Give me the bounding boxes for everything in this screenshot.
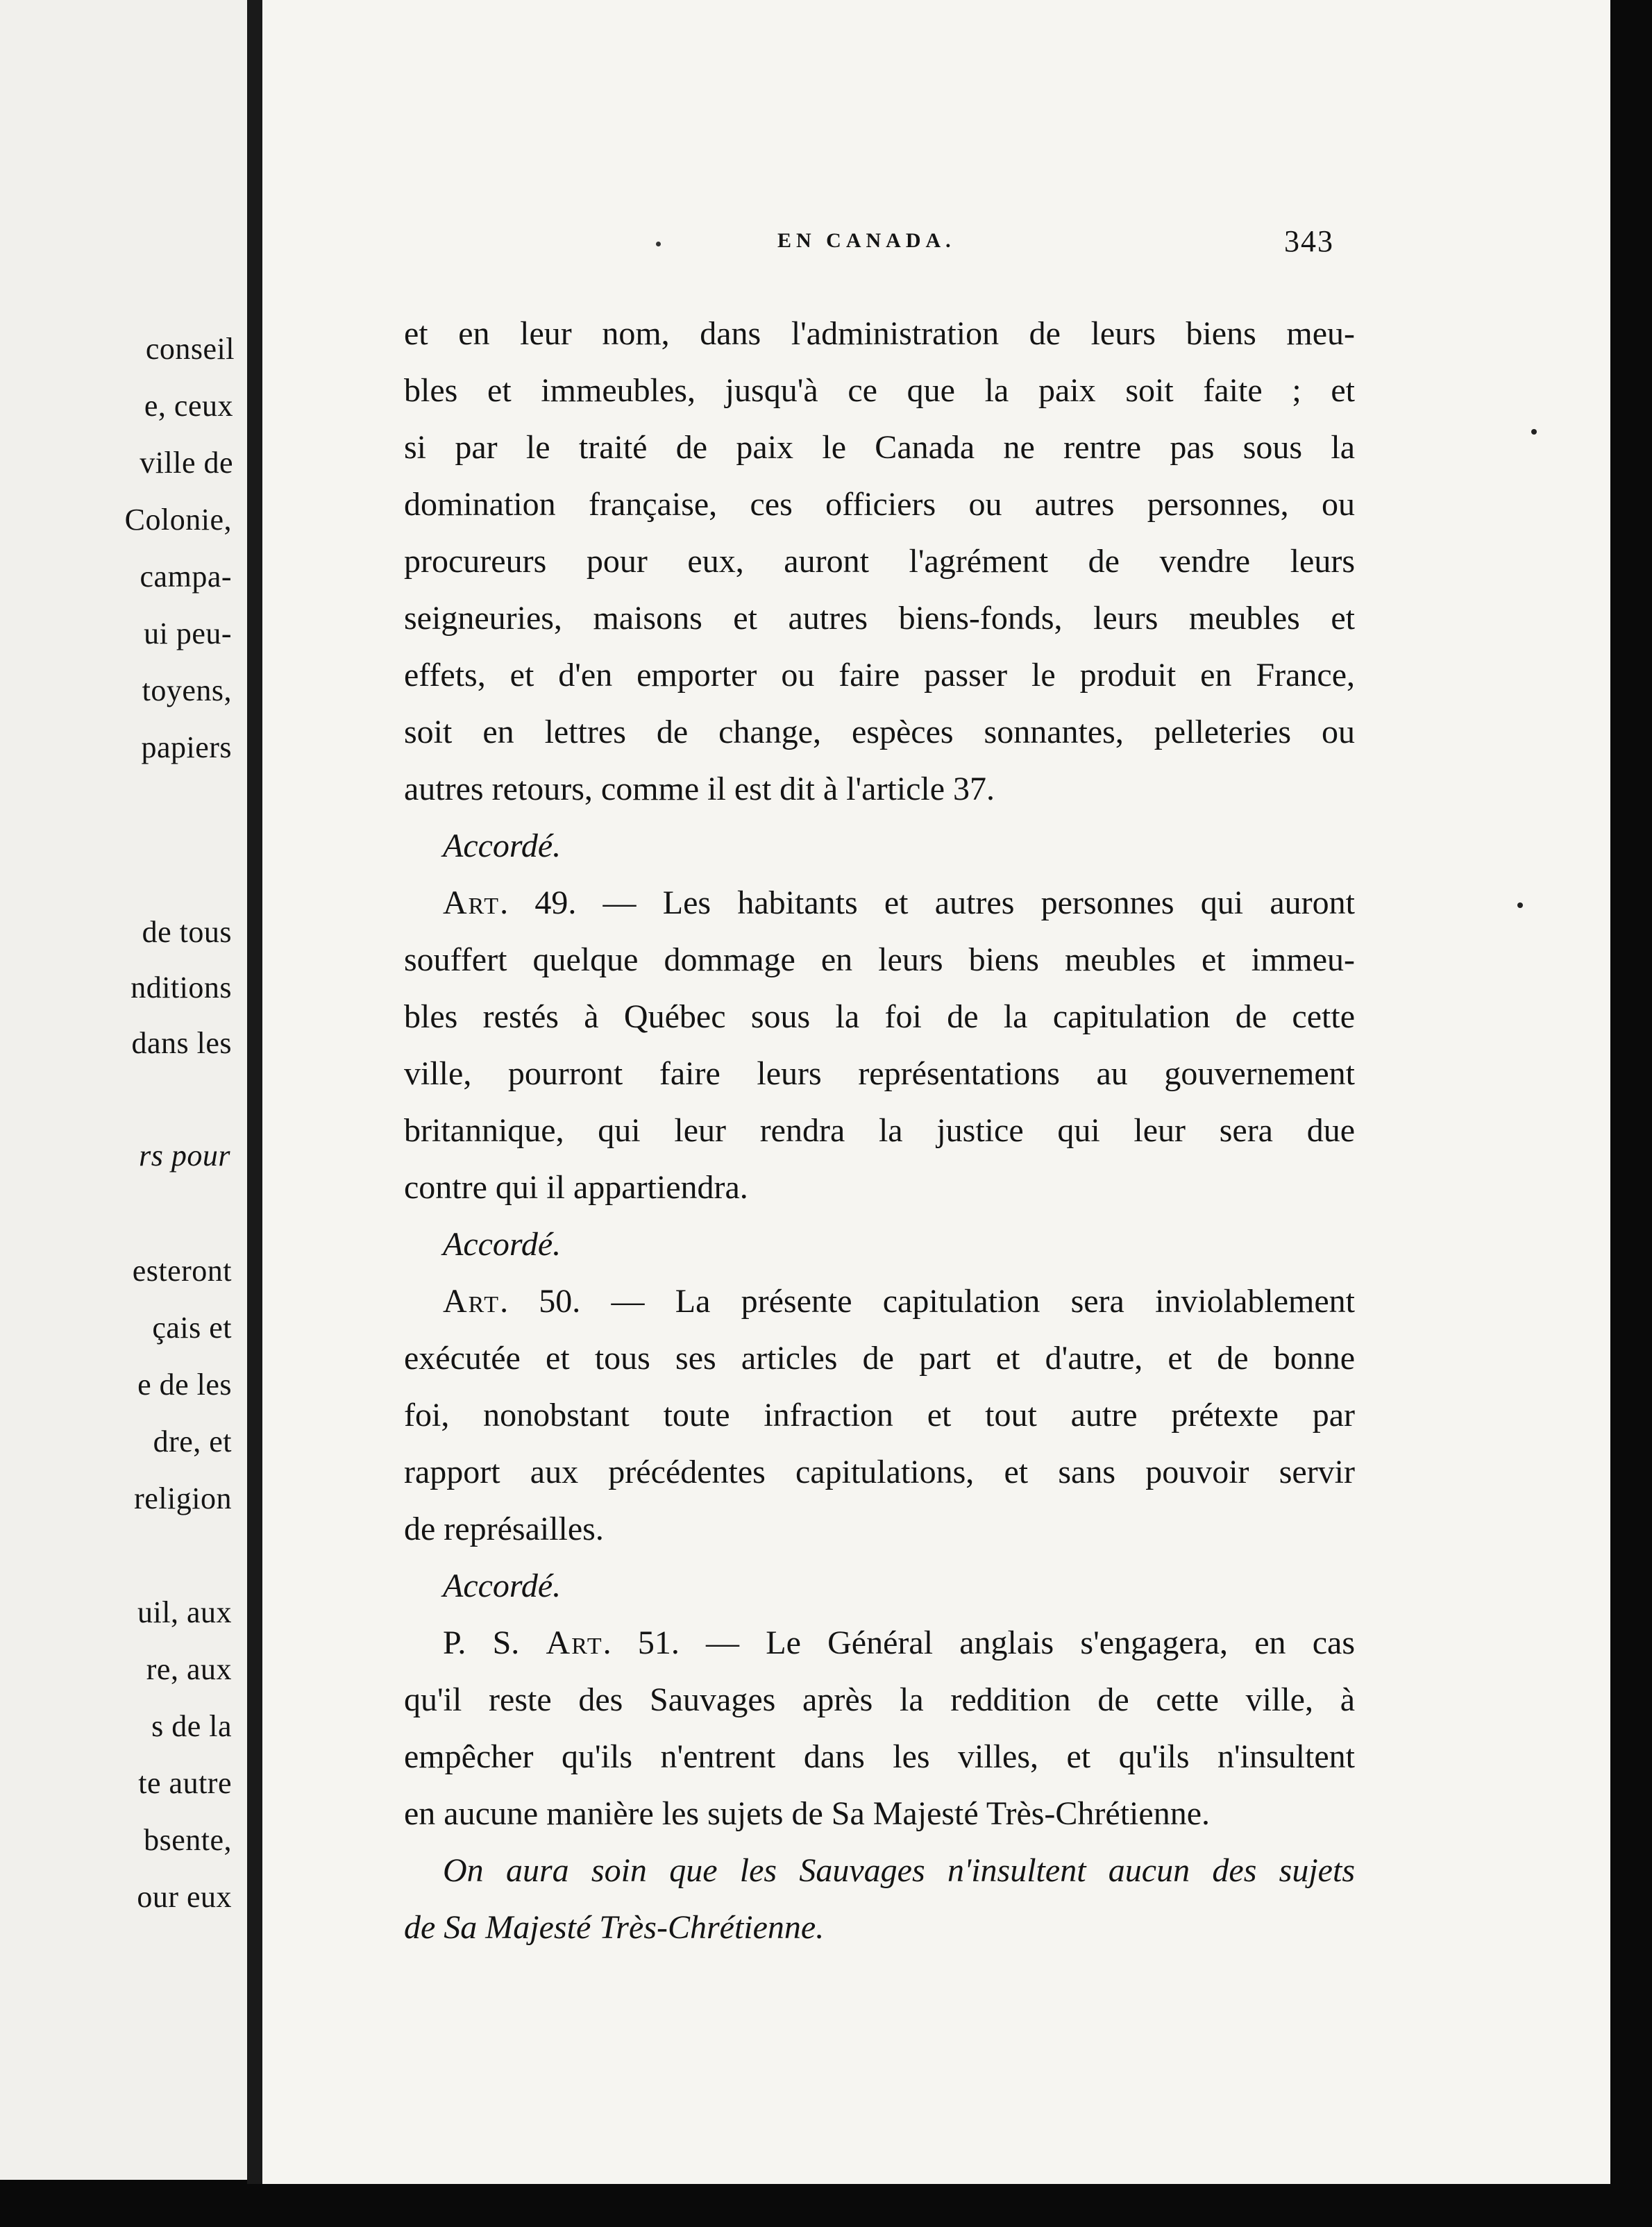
- left-page-line: papiers: [141, 730, 232, 764]
- left-page-line: dans les: [131, 1026, 232, 1060]
- article-text: . 51. — Le Général anglais s'engagera, en cas: [602, 1624, 1355, 1661]
- text-line: bles et immeubles, jusqu'à ce que la paix soit faite ; et: [404, 372, 1355, 409]
- response-accorde: Accordé.: [443, 827, 562, 864]
- left-page-line: Colonie,: [124, 503, 232, 537]
- left-page-line: rs pour: [139, 1138, 230, 1173]
- article-label: Art: [546, 1624, 603, 1661]
- article-heading-50: [404, 1273, 1355, 1330]
- article-heading-51: [404, 1615, 1355, 1672]
- text-line: souffert quelque dommage en leurs biens meubles et immeu-: [404, 941, 1355, 978]
- article-label: Art: [443, 1283, 500, 1320]
- text-line: en aucune manière les sujets de Sa Majesté Très-Chrétienne.: [404, 1795, 1210, 1832]
- text-line: foi, nonobstant toute infraction et tout autre prétexte par: [404, 1397, 1355, 1434]
- text-line: britannique, qui leur rendra la justice qui leur sera due: [404, 1112, 1355, 1149]
- print-speck: [1517, 902, 1523, 908]
- scan-border-bottom: [0, 2184, 1652, 2227]
- left-page-line: religion: [134, 1481, 232, 1515]
- print-speck: [1531, 429, 1537, 435]
- article-prefix: P. S.: [443, 1624, 546, 1661]
- text-line: contre qui il appartiendra.: [404, 1169, 748, 1206]
- left-page-line: ville de: [140, 446, 233, 480]
- book-gutter: [247, 0, 262, 2187]
- scan-border-right: [1610, 0, 1652, 2227]
- page-number: 343: [1284, 224, 1334, 258]
- left-page-line: bsente,: [144, 1823, 232, 1857]
- page-body: [404, 305, 1355, 1956]
- running-head: EN CANADA.: [777, 229, 956, 252]
- response-text: de Sa Majesté Très-Chrétienne.: [404, 1909, 825, 1946]
- left-page-line: campa-: [140, 560, 232, 594]
- text-line: seigneuries, maisons et autres biens-fonds, leurs meubles et: [404, 600, 1355, 637]
- text-line: empêcher qu'ils n'entrent dans les villes, et qu'ils n'insultent: [404, 1738, 1355, 1775]
- text-line: procureurs pour eux, auront l'agrément de vendre leurs: [404, 543, 1355, 580]
- article-heading-49: [404, 875, 1355, 932]
- left-page-line: dre, et: [153, 1425, 232, 1459]
- article-label: Art: [443, 884, 500, 921]
- text-line: domination française, ces officiers ou autres personnes, ou: [404, 486, 1355, 523]
- left-page-line: conseil: [145, 332, 235, 366]
- response-accorde: Accordé.: [443, 1568, 562, 1604]
- article-text: . 50. — La présente capitulation sera inviolablement: [500, 1283, 1355, 1320]
- left-page-line: te autre: [138, 1766, 232, 1800]
- text-line: bles restés à Québec sous la foi de la capitulation de cette: [404, 998, 1355, 1035]
- text-line: soit en lettres de change, espèces sonnantes, pelleteries ou: [404, 714, 1355, 750]
- left-page-line: re, aux: [146, 1652, 232, 1686]
- left-page-line: de tous: [142, 915, 232, 949]
- left-page-fragment: [0, 0, 247, 2180]
- left-page-line: toyens,: [142, 673, 232, 707]
- left-page-line: nditions: [130, 970, 232, 1005]
- text-line: et en leur nom, dans l'administration de leurs biens meu-: [404, 315, 1355, 352]
- article-text: . 49. — Les habitants et autres personnes qui auront: [500, 884, 1355, 921]
- left-page-line: ui peu-: [144, 616, 232, 650]
- left-page-line: our eux: [137, 1880, 232, 1914]
- text-line: autres retours, comme il est dit à l'article 37.: [404, 771, 995, 807]
- left-page-line: çais et: [152, 1311, 232, 1345]
- left-page-line: esteront: [132, 1254, 232, 1288]
- left-page-line: s de la: [151, 1709, 232, 1743]
- text-line: si par le traité de paix le Canada ne rentre pas sous la: [404, 429, 1355, 466]
- text-line: rapport aux précédentes capitulations, et sans pouvoir servir: [404, 1454, 1355, 1490]
- text-line: exécutée et tous ses articles de part et d'autre, et de bonne: [404, 1340, 1355, 1377]
- left-page-line: e, ceux: [144, 389, 233, 423]
- text-line: effets, et d'en emporter ou faire passer le produit en France,: [404, 657, 1355, 694]
- text-line: de représailles.: [404, 1511, 604, 1547]
- response-text: On aura soin que les Sauvages n'insultent aucun des sujets: [443, 1852, 1355, 1889]
- left-page-line: uil, aux: [137, 1595, 232, 1629]
- print-speck: [656, 242, 661, 246]
- response-accorde: Accordé.: [443, 1226, 562, 1263]
- text-line: ville, pourront faire leurs représentations au gouvernement: [404, 1055, 1355, 1092]
- text-line: qu'il reste des Sauvages après la reddition de cette ville, à: [404, 1681, 1355, 1718]
- left-page-line: e de les: [137, 1368, 232, 1402]
